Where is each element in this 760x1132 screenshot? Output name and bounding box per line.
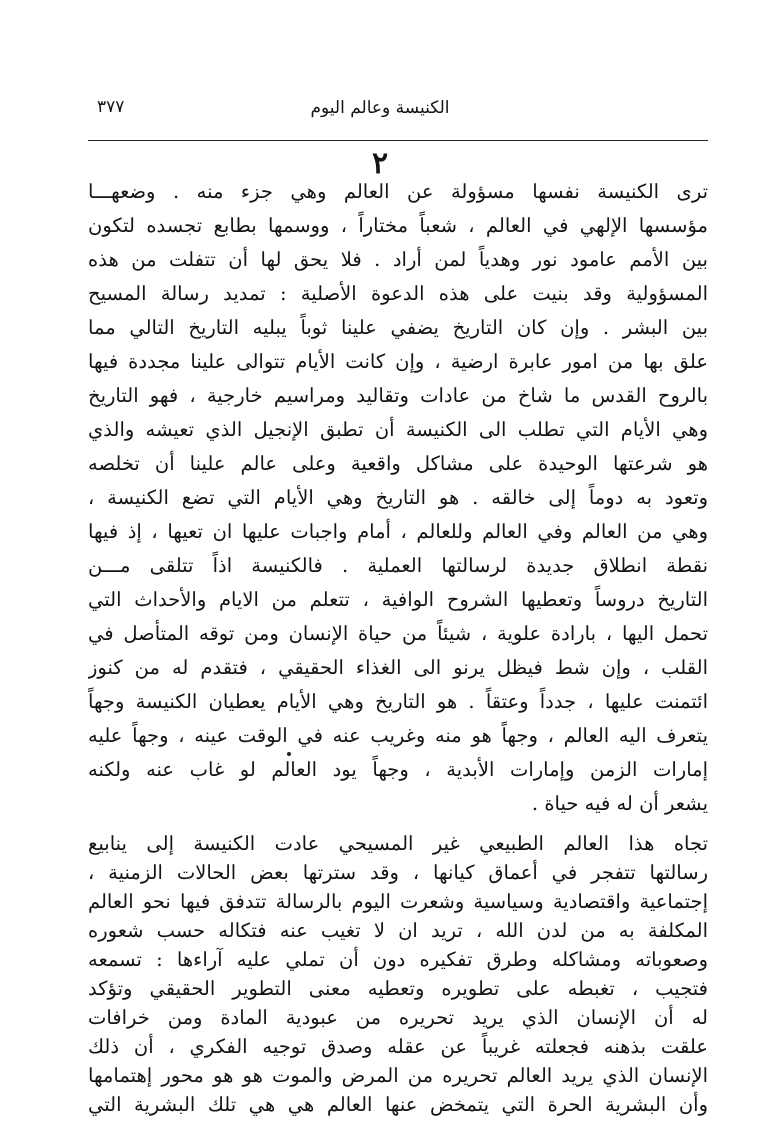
text-line: مؤسسها الإلهي في العالم ، شعباً مختاراً ، ووسمها بطابع تجسده لتكون — [88, 214, 708, 237]
text-line: نقطة انطلاق جديدة لرسالتها العملية . فالكنيسة اذاً تتلقى مـــن — [88, 554, 708, 577]
text-line: تجاه هذا العالم الطبيعي غير المسيحي عادت الكنيسة إلى ينابيع — [88, 832, 708, 855]
text-line: وهي من العالم وفي العالم وللعالم ، أمام واجبات عليها ان تعيها ، إذ فيها — [88, 520, 708, 543]
text-line: وأن البشرية الحرة التي يتمخض عنها العالم هي هي تلك البشرية التي — [88, 1093, 708, 1116]
text-line: المكلفة به من لدن الله ، تريد ان لا تغيب عنه فتكاله حسب شعوره — [88, 919, 708, 942]
text-line: إمارات الزمن وإمارات الأبدية ، وجهاً يود العالم لو غاب عنه ولكنه — [88, 758, 708, 781]
text-line: وهي الأيام التي تطلب الى الكنيسة أن تطبق الإنجيل الذي تعيشه والذي — [88, 418, 708, 441]
text-line: علقت بذهنه فجعلته غريباً عن عقله وصدق توجيه الفكري ، أن ذلك — [88, 1035, 708, 1058]
text-line: الإنسان الذي يريد العالم تحريره من المرض والموت هو هو محور إهتمامها — [88, 1064, 708, 1087]
section-number: ٢ — [371, 146, 389, 181]
text-line: ائتمنت عليها ، جدداً وعتقاً . هو التاريخ وهي الأيام يعطيان الكنيسة وجهاً — [88, 690, 708, 713]
text-line: هو شرعتها الوحيدة على مشاكل واقعية وعلى عالم علينا أن تخلصه — [88, 452, 708, 475]
page-number: ٣٧٧ — [97, 97, 125, 117]
text-line: وصعوباته ومشاكله وطرق تفكيره دون أن تملي عليه آراءها : تسمعه — [88, 948, 708, 971]
text-line: يشعر أن له فيه حياة . — [531, 792, 708, 815]
text-line: له أن الإنسان الذي يريد تحريره من عبودية المادة ومن خرافات — [88, 1006, 708, 1029]
text-line: بالروح القدس ما شاخ من عادات وتقاليد ومراسيم خارجية ، فهو التاريخ — [88, 384, 708, 407]
text-line: يتعرف اليه العالم ، وجهاً هو منه وغريب عنه في الوقت عينه ، وجهاً عليه — [88, 724, 708, 747]
text-line: إجتماعية واقتصادية وسياسية وشعرت اليوم بالرسالة تتدفق فيها نحو العالم — [88, 890, 708, 913]
text-line: المسؤولية وقد بنيت على هذه الدعوة الأصلية : تمديد رسالة المسيح — [88, 282, 708, 305]
text-line: علق بها من امور عابرة ارضية ، وإن كانت الأيام تتوالى علينا مجددة فيها — [88, 350, 708, 373]
header-rule — [88, 140, 708, 141]
text-line: ترى الكنيسة نفسها مسؤولة عن العالم وهي جزء منه . وضعهـــا — [88, 180, 708, 203]
text-line: وتعود به دوماً إلى خالقه . هو التاريخ وهي الأيام التي تضع الكنيسة ، — [88, 486, 708, 509]
text-line: رسالتها تتفجر في أعماق كيانها ، وقد سترتها بعض الحالات الزمنية ، — [88, 861, 708, 884]
running-header-title: الكنيسة وعالم اليوم — [310, 98, 450, 118]
text-line: القلب ، وإن شط فيظل يرنو الى الغذاء الحقيقي ، فتقدم له من كنوز — [88, 656, 708, 679]
text-line: التاريخ دروساً وتعطيها الشروح الوافية ، تتعلم من الايام والأحداث التي — [88, 588, 708, 611]
ornament-dot — [287, 752, 291, 756]
text-line: بين الأمم عامود نور وهدياً لمن أراد . فلا يحق لها أن تتفلت من هذه — [88, 248, 708, 271]
text-line: تحمل اليها ، بارادة علوية ، شيئاً من حياة الإنسان ومن توقه المتأصل في — [88, 622, 708, 645]
text-line: بين البشر . وإن كان التاريخ يضفي علينا ثوباً يبليه التاريخ التالي مما — [88, 316, 708, 339]
text-line: فتجيب ، تغبطه على تطويره وتعطيه معنى التطوير الحقيقي وتؤكد — [88, 977, 708, 1000]
